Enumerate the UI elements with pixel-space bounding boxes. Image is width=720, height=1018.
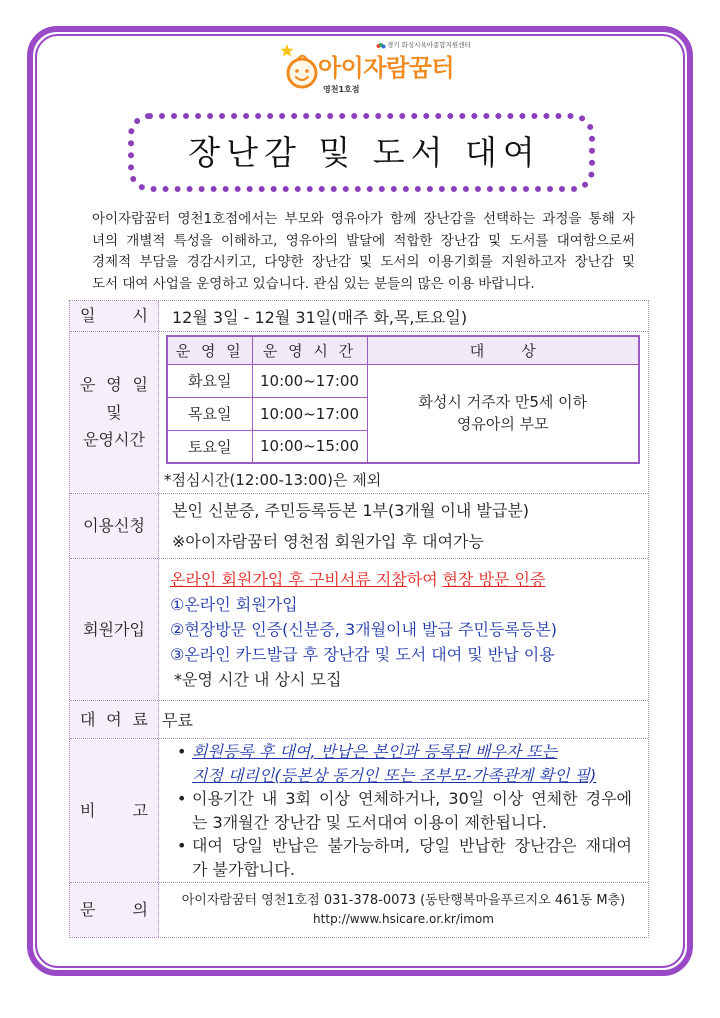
target-line: 화성시 거주자 만5세 이하	[418, 393, 588, 412]
intro-paragraph	[92, 209, 635, 295]
contact-url: http://www.hsicare.or.kr/imom	[313, 912, 494, 926]
remark-line: • 대여 당일 반납은 불가능하며, 당일 반납한 장난감은 재대여	[192, 836, 632, 855]
left-eye-icon	[295, 69, 299, 73]
content-cell	[159, 559, 648, 700]
remark-line: 가 불가합니다.	[192, 859, 295, 879]
logo-name: 아이자람꿈터	[318, 54, 455, 82]
logo-branch: 영천1호점	[323, 85, 360, 94]
label-operation-day: 운 영 일	[80, 375, 148, 395]
row-operation	[70, 332, 648, 494]
membership-note: *운영 시간 내 상시 모집	[174, 670, 342, 689]
membership-headline-part: 하여	[406, 570, 438, 589]
label-cell	[70, 701, 159, 738]
intro-line: 녀의 개별적 특성을 이해하고, 영유아의 발달에 적합한 장난감 및 도서를 대여함으로써	[92, 232, 635, 249]
membership-headline-part: 온라인 회원가입 후 구비서류 지참	[170, 570, 407, 589]
row-schedule	[70, 301, 648, 332]
label-cell	[70, 301, 159, 331]
org-emblem-icon	[376, 42, 386, 50]
page-title: 장난감 및 도서 대여	[188, 132, 541, 172]
membership-step: ①온라인 회원가입	[170, 595, 298, 614]
membership-headline-part: 현장 방문 인증	[442, 570, 546, 589]
label-cell	[70, 332, 159, 493]
contact-address: 아이자람꿈터 영천1호점 031-378-0073 (동탄행복마을푸르지오 461동 M층)	[181, 893, 626, 908]
time-cell: 10:00~15:00	[252, 430, 367, 463]
right-eye-icon	[305, 69, 309, 73]
face-icon	[288, 59, 316, 87]
row-application	[70, 494, 648, 559]
content-cell	[159, 739, 648, 882]
day-cell: 화요일	[167, 364, 252, 397]
target-line: 영유아의 부모	[456, 415, 549, 434]
content-cell	[159, 701, 648, 738]
day-cell: 목요일	[167, 397, 252, 430]
content-cell	[159, 332, 648, 493]
info-table	[69, 300, 649, 938]
label-operation-hours: 운영시간	[83, 430, 145, 450]
label-fee: 대 여 료	[80, 709, 148, 729]
schedule-value: 12월 3일 - 12월 31일(매주 화,목,토요일)	[172, 307, 468, 327]
logo-face-icon	[278, 42, 320, 92]
content-cell	[159, 494, 648, 558]
remark-line: 는 3개월간 장난감 및 도서대여 이용이 제한됩니다.	[192, 812, 547, 832]
target-cell	[367, 364, 639, 463]
star-icon	[280, 44, 293, 57]
remark-line: • 회원등록 후 대여, 반납은 본인과 등록된 배우자 또는	[192, 742, 558, 761]
membership-headline	[170, 567, 648, 592]
fee-value: 무료	[162, 711, 193, 730]
day-cell: 토요일	[167, 430, 252, 463]
logo-org-name: 경기 화성시육아종합지원센터	[387, 41, 471, 49]
label-contact: 문 의	[80, 900, 148, 919]
header-target	[367, 336, 639, 364]
label-remarks: 비 고	[80, 800, 148, 820]
label-application: 이용신청	[83, 516, 145, 535]
lunch-note: *점심시간(12:00-13:00)은 제외	[164, 471, 382, 489]
operation-row	[167, 364, 639, 397]
remark-line: • 이용기간 내 3회 이상 연체하거나, 30일 이상 연체한 경우에	[192, 789, 632, 808]
header-time: 운 영 시 간	[252, 336, 367, 364]
remark-item	[192, 787, 632, 834]
header-day: 운 영 일	[167, 336, 252, 364]
label-cell	[70, 559, 159, 700]
time-cell: 10:00~17:00	[252, 397, 367, 430]
label-schedule: 일 시	[80, 306, 148, 325]
remark-item	[192, 740, 632, 787]
label-cell	[70, 883, 159, 937]
remark-line: 지정 대리인(등본상 동거인 또는 조부모-가족관계 확인 필)	[192, 765, 597, 785]
membership-step: ③온라인 카드발급 후 장난감 및 도서 대여 및 반납 이용	[170, 645, 555, 664]
operation-table-header	[167, 336, 639, 364]
application-docs: 본인 신분증, 주민등록등본 1부(3개월 이내 발급분)	[172, 501, 530, 520]
header-target-label: 대 상	[469, 341, 536, 360]
row-contact	[70, 883, 648, 937]
content-cell	[159, 883, 648, 937]
label-operation-and: 및	[106, 402, 122, 422]
label-cell	[70, 494, 159, 558]
membership-step: ②현장방문 인증(신분증, 3개월이내 발급 주민등록등본)	[170, 620, 558, 639]
remark-item	[192, 834, 632, 881]
intro-line: 경제적 부담을 경감시키고, 다양한 장난감 및 도서의 이용기회를 지원하고자 장난감 및	[92, 254, 635, 270]
intro-line: 아이자람꿈터 영천1호점에서는 부모와 영유아가 함께 장난감을 선택하는 과정을 통해 자	[92, 211, 635, 227]
operation-table	[166, 335, 640, 464]
title-box	[128, 113, 595, 192]
content-cell	[159, 301, 648, 331]
row-remarks	[70, 739, 648, 883]
label-cell	[70, 739, 159, 882]
row-fee	[70, 701, 648, 739]
label-membership: 회원가입	[83, 619, 145, 639]
time-cell: 10:00~17:00	[252, 364, 367, 397]
application-note: ※아이자람꿈터 영천점 회원가입 후 대여가능	[172, 532, 484, 551]
intro-line: 도서 대여 사업을 운영하고 있습니다. 관심 있는 분들의 많은 이용 바랍니다.	[92, 275, 535, 292]
row-membership	[70, 559, 648, 701]
